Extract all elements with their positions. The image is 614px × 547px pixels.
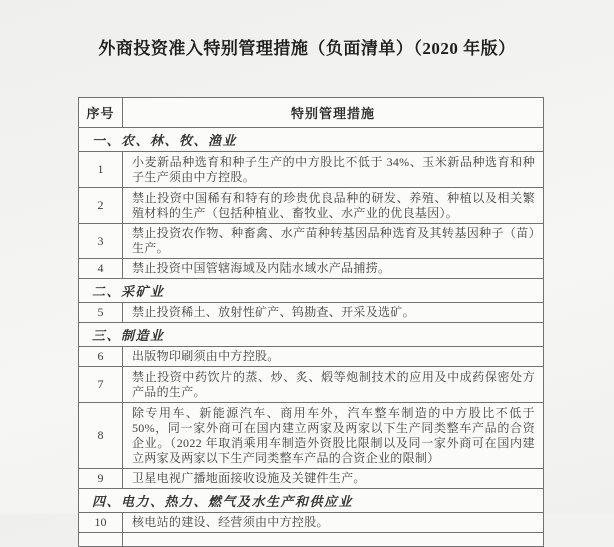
section-row (79, 279, 544, 303)
table-row (79, 303, 544, 323)
row-measure-text: 出版物印刷须由中方控股。 (123, 347, 544, 367)
section-title: 一、农、林、牧、渔业 (79, 128, 544, 152)
section-title: 四、电力、热力、燃气及水生产和供应业 (79, 489, 544, 513)
table-row (79, 513, 544, 533)
row-index: 10 (79, 513, 123, 533)
table-row (79, 188, 544, 224)
row-measure-text: 禁止投资稀土、放射性矿产、钨勘查、开采及选矿。 (123, 303, 544, 323)
table-row (79, 224, 544, 259)
table-body (79, 128, 544, 547)
row-index: 6 (79, 347, 123, 367)
row-index: 3 (79, 224, 123, 259)
table-header-row (79, 98, 544, 128)
row-measure-text: 禁止投资中药饮片的蒸、炒、炙、煅等炮制技术的应用及中成药保密处方产品的生产。 (123, 367, 544, 403)
document-title: 外商投资准入特别管理措施（负面清单）（2020 年版） (98, 39, 516, 58)
row-measure-text: 禁止投资农作物、种畜禽、水产苗种转基因品种选育及其转基因种子（苗）生产。 (123, 224, 544, 259)
row-index: 9 (79, 469, 123, 489)
partial-cutoff-row (79, 533, 544, 547)
section-row (79, 323, 544, 347)
row-measure-text: 禁止投资中国稀有和特有的珍贵优良品种的研发、养殖、种植以及相关繁殖材料的生产（包括种植业、畜牧业、水产业的优良基因）。 (123, 188, 544, 224)
row-measure-text: 卫星电视广播地面接收设施及关键件生产。 (123, 469, 544, 489)
row-index: 7 (79, 367, 123, 403)
row-index: 1 (79, 152, 123, 188)
section-row (79, 128, 544, 152)
row-measure-text: 核电站的建设、经营须由中方控股。 (123, 513, 544, 533)
section-title: 二、采矿业 (79, 279, 544, 303)
empty-cell (79, 533, 123, 547)
row-index: 5 (79, 303, 123, 323)
table-row (79, 152, 544, 188)
table-row (79, 403, 544, 469)
row-index: 8 (79, 403, 123, 469)
table-row (79, 367, 544, 403)
table-row (79, 259, 544, 279)
measures-table (78, 97, 544, 547)
measure-column-header: 特别管理措施 (123, 98, 544, 128)
empty-cell (123, 533, 544, 547)
row-measure-text: 除专用车、新能源汽车、商用车外，汽车整车制造的中方股比不低于 50%，同一家外商可在国内建立两家及两家以下生产同类整车产品的合资企业。（2022 年取消乘用车制造外资股比限制以及同一家外商可在国内建立两家及两家以下生产同类整车产品的合资企业的限制） (123, 403, 544, 469)
row-index: 4 (79, 259, 123, 279)
table-row (79, 469, 544, 489)
section-row (79, 489, 544, 513)
index-column-header: 序号 (79, 98, 123, 128)
table-row (79, 347, 544, 367)
row-measure-text: 小麦新品种选育和种子生产的中方股比不低于 34%、玉米新品种选育和种子生产须由中方控股。 (123, 152, 544, 188)
row-index: 2 (79, 188, 123, 224)
section-title: 三、制造业 (79, 323, 544, 347)
row-measure-text: 禁止投资中国管辖海域及内陆水域水产品捕捞。 (123, 259, 544, 279)
table-head (79, 98, 544, 128)
